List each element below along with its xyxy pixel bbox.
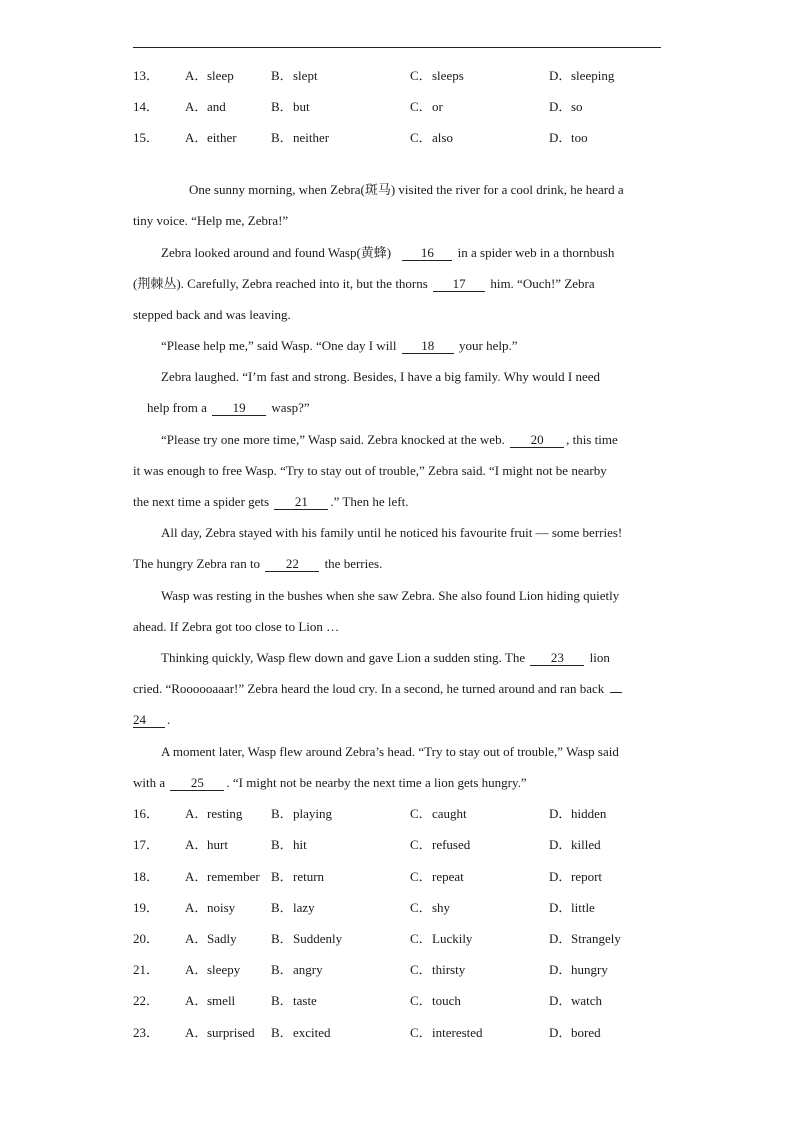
option-c[interactable]: C．Luckily [410, 931, 473, 946]
option-d[interactable]: D．watch [549, 993, 603, 1008]
option-b[interactable]: B．return [271, 869, 325, 884]
blank-18[interactable]: 18 [402, 338, 454, 354]
question-number: 19． [133, 900, 160, 915]
passage-line: stepped back and was leaving. [133, 307, 291, 322]
option-d[interactable]: D．report [549, 869, 603, 884]
option-c[interactable]: C．repeat [410, 869, 464, 884]
question-number: 17． [133, 837, 160, 852]
option-c[interactable]: C．shy [410, 900, 451, 915]
passage-line: tiny voice. “Help me, Zebra!” [133, 213, 289, 228]
blank-19[interactable]: 19 [212, 400, 266, 416]
blank-22[interactable]: 22 [265, 556, 319, 572]
passage-line: A moment later, Wasp flew around Zebra’s head. “Try to stay out of trouble,” Wasp said [161, 744, 619, 759]
blank-24[interactable]: 24 [133, 712, 165, 728]
passage-line: Zebra laughed. “I’m fast and strong. Besides, I have a big family. Why would I need [161, 369, 600, 384]
blank-20[interactable]: 20 [510, 432, 564, 448]
passage-line: it was enough to free Wasp. “Try to stay out of trouble,” Zebra said. “I might not be nearby [133, 463, 607, 478]
passage-line: the next time a spider gets 21 .” Then he left. [133, 494, 409, 509]
question-number: 14． [133, 99, 160, 114]
passage-line: (荆棘丛). Carefully, Zebra reached into it, but the thorns 17 him. “Ouch!” Zebra [133, 276, 595, 291]
option-c[interactable]: C．also [410, 130, 453, 145]
option-d[interactable]: D．hidden [549, 806, 607, 821]
question-number: 21． [133, 962, 160, 977]
option-b[interactable]: B．hit [271, 837, 307, 852]
option-d[interactable]: D．bored [549, 1025, 601, 1040]
option-d[interactable]: D．so [549, 99, 583, 114]
option-c[interactable]: C．interested [410, 1025, 483, 1040]
question-number: 13． [133, 68, 160, 83]
option-c[interactable]: C．refused [410, 837, 471, 852]
option-a[interactable]: A．sleepy [185, 962, 241, 977]
question-number: 23． [133, 1025, 160, 1040]
option-c[interactable]: C．thirsty [410, 962, 466, 977]
option-a[interactable]: A．surprised [185, 1025, 255, 1040]
question-number: 16． [133, 806, 160, 821]
option-b[interactable]: B．lazy [271, 900, 315, 915]
option-a[interactable]: A．noisy [185, 900, 236, 915]
passage-line: help from a 19 wasp?” [147, 400, 310, 415]
passage-line: Wasp was resting in the bushes when she saw Zebra. She also found Lion hiding quietly [161, 588, 620, 603]
blank-16[interactable]: 16 [402, 245, 452, 261]
option-d[interactable]: D．Strangely [549, 931, 621, 946]
blank-24-start [610, 692, 622, 693]
option-d[interactable]: D．hungry [549, 962, 608, 977]
option-d[interactable]: D．killed [549, 837, 601, 852]
option-c[interactable]: C．sleeps [410, 68, 464, 83]
option-a[interactable]: A．hurt [185, 837, 228, 852]
question-number: 22． [133, 993, 160, 1008]
header-rule [133, 47, 661, 48]
blank-17[interactable]: 17 [433, 276, 485, 292]
passage-line: cried. “Roooooaaar!” Zebra heard the loud cry. In a second, he turned around and ran back [133, 679, 624, 699]
option-d[interactable]: D．too [549, 130, 588, 145]
passage-line: with a 25 . “I might not be nearby the next time a lion gets hungry.” [133, 775, 527, 790]
option-b[interactable]: B．excited [271, 1025, 331, 1040]
option-d[interactable]: D．little [549, 900, 595, 915]
passage-line: ahead. If Zebra got too close to Lion … [133, 619, 340, 634]
option-c[interactable]: C．caught [410, 806, 467, 821]
option-d[interactable]: D．sleeping [549, 68, 615, 83]
question-number: 20． [133, 931, 160, 946]
option-a[interactable]: A．resting [185, 806, 243, 821]
option-b[interactable]: B．playing [271, 806, 332, 821]
option-b[interactable]: B．angry [271, 962, 323, 977]
question-number: 15． [133, 130, 160, 145]
passage-line: One sunny morning, when Zebra(斑马) visited the river for a cool drink, he heard a [189, 182, 624, 197]
blank-25[interactable]: 25 [170, 775, 224, 791]
option-a[interactable]: A．sleep [185, 68, 234, 83]
passage-line: “Please help me,” said Wasp. “One day I will 18 your help.” [161, 338, 518, 353]
option-b[interactable]: B．Suddenly [271, 931, 343, 946]
passage-line: Zebra looked around and found Wasp(黄蜂) 16 in a spider web in a thornbush [161, 245, 615, 260]
passage-line: “Please try one more time,” Wasp said. Zebra knocked at the web. 20 , this time [161, 432, 618, 447]
question-number: 18． [133, 869, 160, 884]
option-a[interactable]: A．and [185, 99, 226, 114]
blank-21[interactable]: 21 [274, 494, 328, 510]
option-a[interactable]: A．either [185, 130, 237, 145]
option-b[interactable]: B．neither [271, 130, 330, 145]
passage-line: Thinking quickly, Wasp flew down and gave Lion a sudden sting. The 23 lion [161, 650, 610, 665]
blank-23[interactable]: 23 [530, 650, 584, 666]
option-c[interactable]: C．touch [410, 993, 461, 1008]
option-b[interactable]: B．taste [271, 993, 317, 1008]
option-a[interactable]: A．Sadly [185, 931, 237, 946]
passage-line: All day, Zebra stayed with his family until he noticed his favourite fruit — some berries! [161, 525, 623, 540]
passage-line: The hungry Zebra ran to 22 the berries. [133, 556, 383, 571]
option-c[interactable]: C．or [410, 99, 443, 114]
option-a[interactable]: A．smell [185, 993, 236, 1008]
option-b[interactable]: B．but [271, 99, 310, 114]
option-b[interactable]: B．slept [271, 68, 318, 83]
option-a[interactable]: A．remember [185, 869, 260, 884]
passage-line: 24 . [133, 712, 171, 727]
